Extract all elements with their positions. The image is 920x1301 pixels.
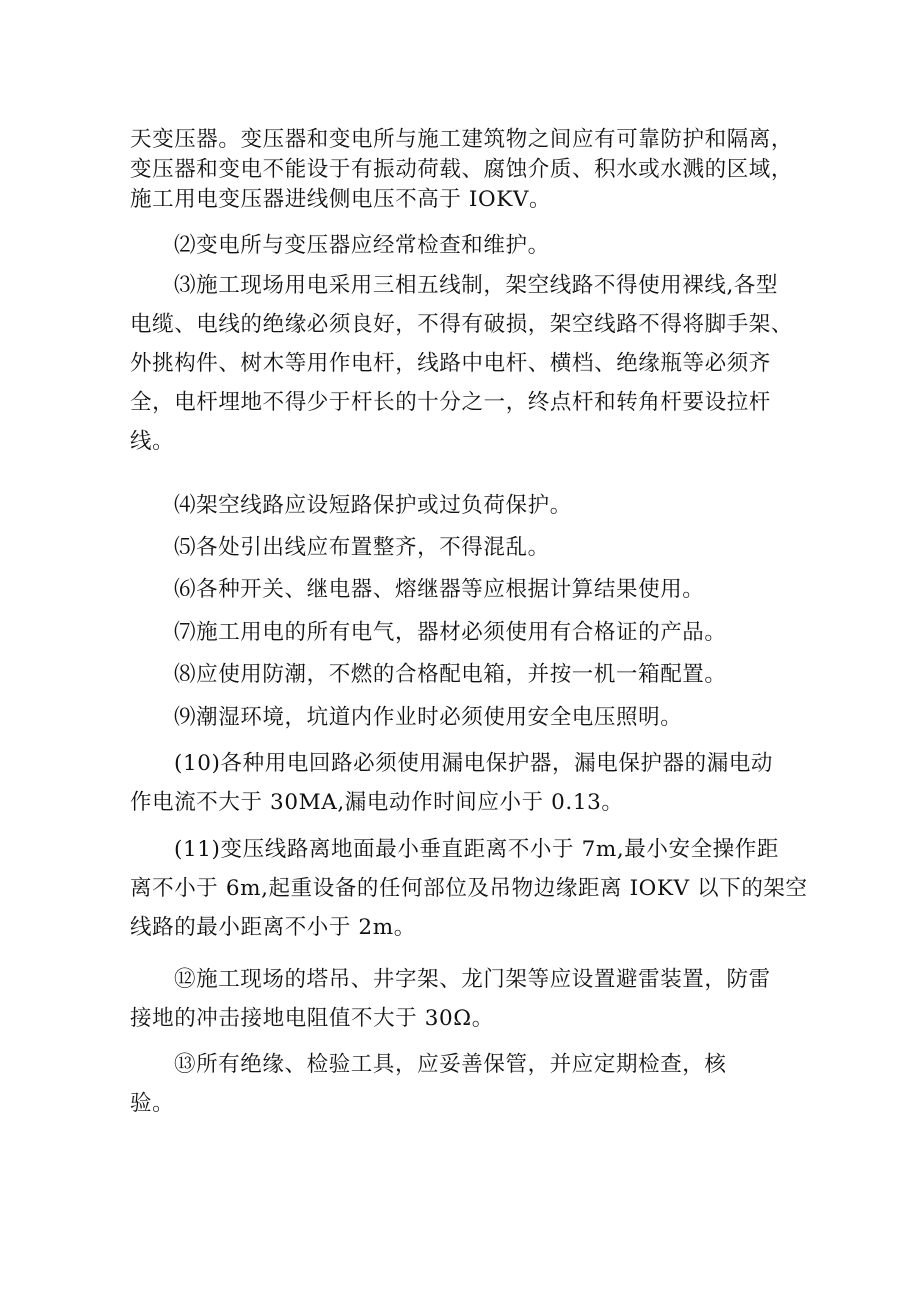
text-line: ⑵变电所与变压器应经常检查和维护。 — [174, 233, 550, 258]
text-line: ⑸各处引出线应布置整齐，不得混乱。 — [174, 535, 550, 560]
text-line: ⑫施工现场的塔吊、井字架、龙门架等应设置避雷装置，防雷 — [174, 967, 771, 992]
paragraph-item-5 — [130, 528, 820, 567]
paragraph-item-3 — [130, 266, 820, 461]
paragraph-item-10 — [130, 744, 820, 822]
text-line: ⑺施工用电的所有电气，器材必须使用有合格证的产品。 — [174, 620, 727, 645]
text-line: ⑬所有绝缘、检验工具，应妥善保管，并应定期检查，核 — [174, 1052, 727, 1077]
text-line: ⑹各种开关、继电器、熔继器等应根据计算结果使用。 — [174, 577, 705, 602]
text-line: ⑶施工现场用电采用三相五线制，架空线路不得使用裸线,各型 — [174, 273, 779, 298]
text-line: ⑻应使用防潮，不燃的合格配电箱，并按一机一箱配置。 — [174, 662, 727, 687]
paragraph-item-8 — [130, 655, 820, 694]
text-line: ⑷架空线路应设短路保护或过负荷保护。 — [174, 493, 572, 518]
text-line: 验。 — [130, 1091, 175, 1116]
paragraph-item-4 — [130, 486, 820, 525]
text-line: 作电流不大于 30MA,漏电动作时间应小于 0.13。 — [130, 790, 624, 815]
text-line: 天变压器。变压器和变电所与施工建筑物之间应有可靠防护和隔离， — [130, 127, 794, 152]
paragraph-item-12 — [130, 960, 820, 1038]
text-line: 外挑构件、树木等用作电杆，线路中电杆、横档、绝缘瓶等必须齐 — [130, 351, 771, 376]
paragraph-item-11 — [130, 830, 820, 947]
text-line: 离不小于 6m,起重设备的任何部位及吊物边缘距离 IOKV 以下的架空 — [130, 876, 808, 901]
text-line: 线。 — [130, 429, 175, 454]
text-line: (10)各种用电回路必须使用漏电保护器，漏电保护器的漏电动 — [174, 751, 774, 776]
text-line: 变压器和变电不能设于有振动荷载、腐蚀介质、积水或水溅的区域， — [130, 157, 794, 182]
text-line: 施工用电变压器进线侧电压不高于 IOKV。 — [130, 187, 552, 212]
paragraph-transformer-intro — [130, 125, 820, 215]
paragraph-item-6 — [130, 570, 820, 609]
text-line: ⑼潮湿环境，坑道内作业时必须使用安全电压照明。 — [174, 705, 683, 730]
paragraph-item-2 — [130, 226, 820, 265]
text-line: 电缆、电线的绝缘必须良好，不得有破损，架空线路不得将脚手架、 — [130, 312, 794, 337]
text-line: 线路的最小距离不小于 2m。 — [130, 915, 416, 940]
text-line: 接地的冲击接地电阻值不大于 30Ω。 — [130, 1006, 494, 1031]
text-line: (11)变压线路离地面最小垂直距离不小于 7m,最小安全操作距 — [174, 837, 779, 862]
paragraph-item-13 — [130, 1045, 820, 1123]
text-line: 全，电杆埋地不得少于杆长的十分之一，终点杆和转角杆要设拉杆 — [130, 390, 771, 415]
paragraph-item-7 — [130, 613, 820, 652]
paragraph-item-9 — [130, 698, 820, 737]
